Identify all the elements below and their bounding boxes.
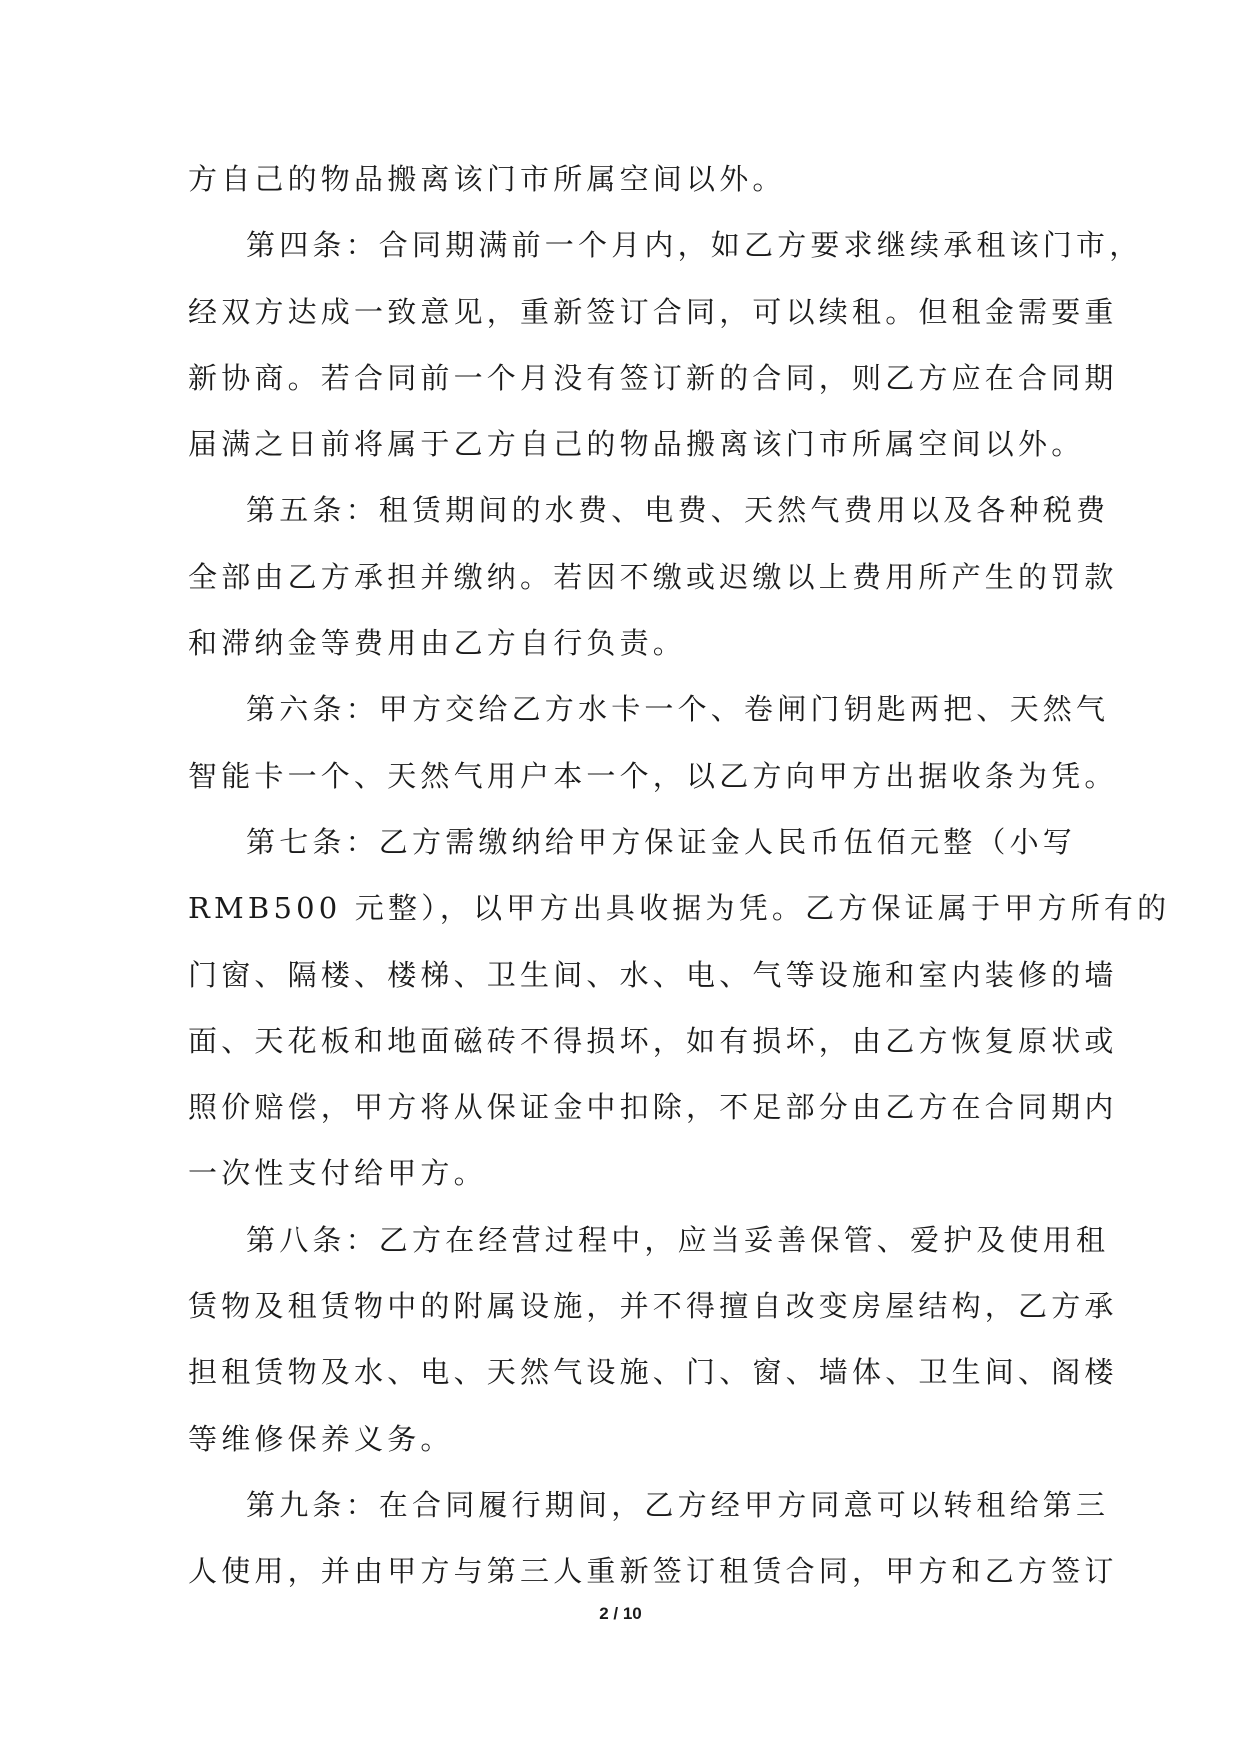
text-line: 面、天花板和地面磁砖不得损坏，如有损坏，由乙方恢复原状或 [188, 1023, 1118, 1058]
text-line: 全部由乙方承担并缴纳。若因不缴或迟缴以上费用所产生的罚款 [188, 559, 1118, 594]
text-line: 第五条：租赁期间的水费、电费、天然气费用以及各种税费 [246, 493, 1110, 528]
text-line: 照价赔偿，甲方将从保证金中扣除，不足部分由乙方在合同期内 [188, 1090, 1118, 1125]
text-line: 第七条：乙方需缴纳给甲方保证金人民币伍佰元整（小写 [246, 824, 1077, 859]
text-line: 担租赁物及水、电、天然气设施、门、窗、墙体、卫生间、阁楼 [188, 1355, 1118, 1390]
text-line: 智能卡一个、天然气用户本一个，以乙方向甲方出据收条为凭。 [188, 758, 1118, 793]
text-line: 第六条：甲方交给乙方水卡一个、卷闸门钥匙两把、天然气 [246, 692, 1110, 727]
text-line: 一次性支付给甲方。 [188, 1156, 487, 1191]
text-line: 第九条：在合同履行期间，乙方经甲方同意可以转租给第三 [246, 1487, 1110, 1522]
text-line: 门窗、隔楼、楼梯、卫生间、水、电、气等设施和室内装修的墙 [188, 957, 1118, 992]
text-line: 第四条：合同期满前一个月内，如乙方要求继续承租该门市， [246, 228, 1143, 263]
text-line: 经双方达成一致意见，重新签订合同，可以续租。但租金需要重 [188, 294, 1118, 329]
text-line: 等维修保养义务。 [188, 1421, 454, 1456]
text-line: 方自己的物品搬离该门市所属空间以外。 [188, 162, 786, 196]
text-line: 第八条：乙方在经营过程中，应当妥善保管、爱护及使用租 [246, 1222, 1110, 1257]
text-line: 届满之日前将属于乙方自己的物品搬离该门市所属空间以外。 [188, 427, 1085, 462]
document-body [188, 146, 1171, 1605]
text-line: RMB500 元整），以甲方出具收据为凭。乙方保证属于甲方所有的 [188, 891, 1171, 926]
text-line: 人使用，并由甲方与第三人重新签订租赁合同，甲方和乙方签订 [188, 1554, 1118, 1589]
text-line: 和滞纳金等费用由乙方自行负责。 [188, 626, 687, 661]
page-number: 2 / 10 [599, 1604, 642, 1623]
text-line: 赁物及租赁物中的附属设施，并不得擅自改变房屋结构，乙方承 [188, 1289, 1118, 1324]
text-line: 新协商。若合同前一个月没有签订新的合同，则乙方应在合同期 [188, 360, 1118, 395]
